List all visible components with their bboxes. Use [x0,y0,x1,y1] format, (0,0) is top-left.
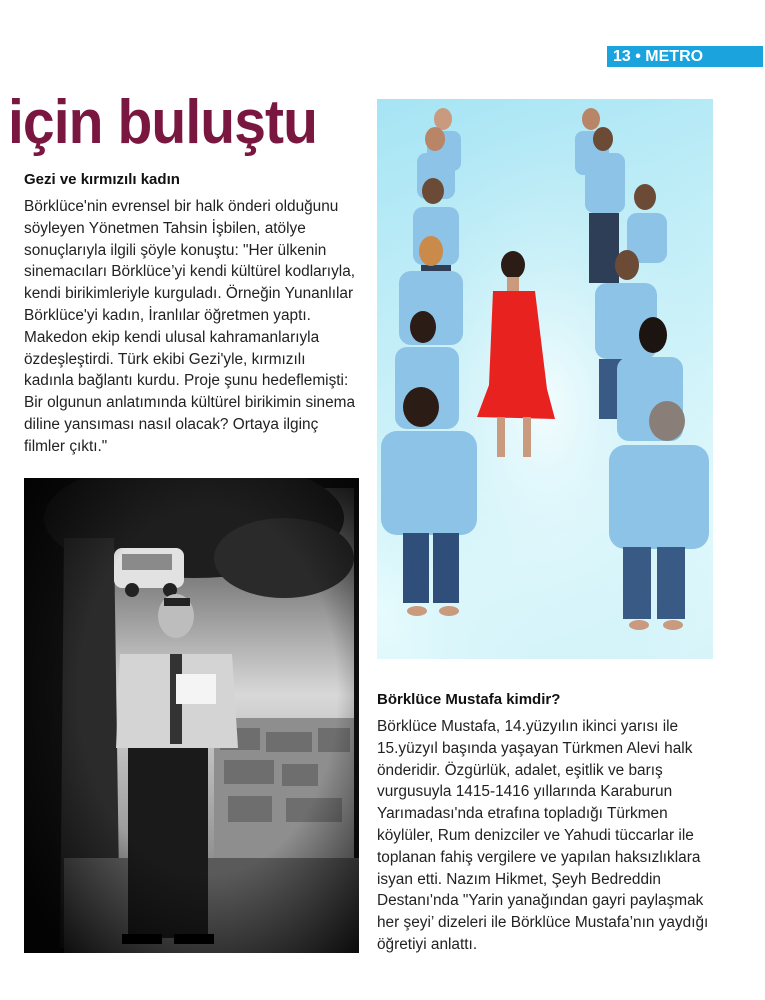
section-borkluce [377,690,727,956]
page-number-badge: 13 • METRO [607,46,763,67]
group-photo-illustration [377,99,713,659]
section-gezi-body: Börklüce'nin evrensel bir halk önderi olduğunu söyleyen Yönetmen Tahsin İşbilen, atölye sonuçlarıyla ilgili şöyle konuştu: "Her ülkenin sinemacıları Börklüce’yi kendi kültürel kodlarıyla, kendi birikimleriyle kurguladı. Örneğin Yunanlılar Börklüce'yi kadın, İranlılar öğretmen yaptı. Makedon ekip kendi ulusal kahramanlarıyla özdeşleştirdi. Türk ekibi Gezi'yle, kırmızılı kadınla bağlantı kurdu. Proje şunu hedeflemişti: Bir olgunun anlatımında kültürel birikimin sinema diline yansıması nasıl olacak? Ortaya ilginç filmler çıktı." [24,198,356,455]
section-borkluce-title: Börklüce Mustafa kimdir? [377,691,561,708]
group-photo [377,99,713,659]
black-white-photo-illustration [24,478,359,953]
headline: için buluştu [8,88,318,157]
black-white-photo [24,478,359,953]
section-gezi [24,170,359,458]
section-borkluce-body: Börklüce Mustafa, 14.yüzyılın ikinci yarısı ile 15.yüzyıl başında yaşayan Türkmen Alevi halk önderidir. Özgürlük, adalet, eşitlik ve barış vurgusuyla 1415-1416 yıllarında Karaburun Yarımadası'nda etrafına topladığı Türkmen köylüler, Rum denizciler ve Yahudi tüccarlar ile toplanan fahiş vergilere ve yapılan haksızlıklara isyan etti. Nazım Hikmet, Şeyh Bedreddin Destanı'nda "Yarin yanağından gayri paylaşmak her şeyi’ dizeleri ile Börklüce Mustafa’nın yaydığı öğretiyi anlattı. [377,718,709,953]
section-gezi-title: Gezi ve kırmızılı kadın [24,171,180,188]
